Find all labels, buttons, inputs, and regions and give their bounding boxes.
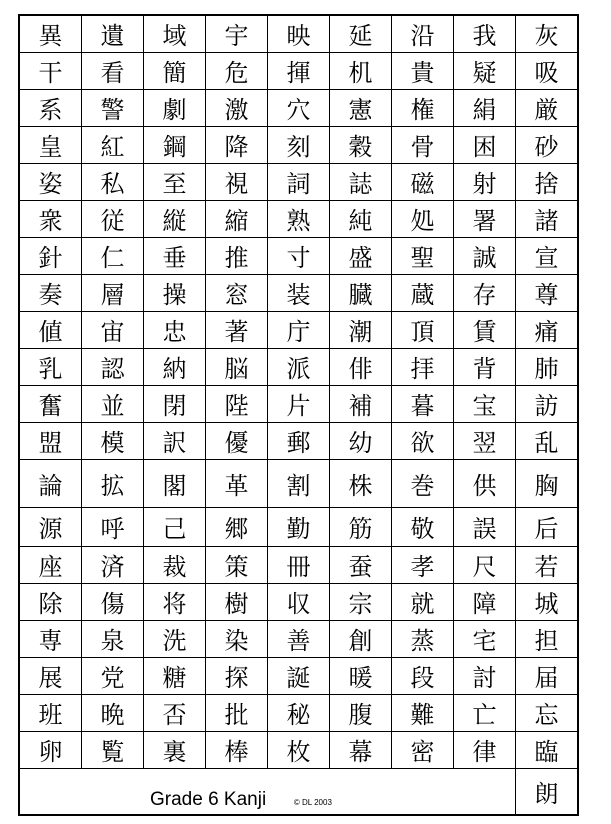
kanji-row (19, 422, 578, 459)
kanji-cell: 簡 (144, 52, 206, 89)
kanji-cell: 鋼 (144, 126, 206, 163)
kanji-cell: 臓 (330, 274, 392, 311)
kanji-cell: 吸 (516, 52, 579, 89)
kanji-cell: 頂 (392, 311, 454, 348)
kanji-cell: 党 (82, 657, 144, 694)
kanji-cell: 翌 (454, 422, 516, 459)
kanji-row (19, 459, 578, 507)
kanji-cell: 冊 (268, 546, 330, 583)
kanji-cell: 推 (206, 237, 268, 274)
kanji-cell: 存 (454, 274, 516, 311)
kanji-cell: 紅 (82, 126, 144, 163)
kanji-cell: 沿 (392, 15, 454, 52)
kanji-cell: 捨 (516, 163, 579, 200)
kanji-cell: 己 (144, 507, 206, 546)
kanji-cell: 障 (454, 583, 516, 620)
kanji-cell: 収 (268, 583, 330, 620)
kanji-cell: 詞 (268, 163, 330, 200)
kanji-cell: 泉 (82, 620, 144, 657)
kanji-row (19, 694, 578, 731)
kanji-cell: 后 (516, 507, 579, 546)
kanji-cell: 樹 (206, 583, 268, 620)
kanji-cell: 縦 (144, 200, 206, 237)
kanji-cell: 降 (206, 126, 268, 163)
kanji-cell: 看 (82, 52, 144, 89)
kanji-cell: 宇 (206, 15, 268, 52)
footer-row (19, 768, 578, 815)
kanji-cell: 晩 (82, 694, 144, 731)
kanji-cell: 奏 (19, 274, 82, 311)
kanji-cell: 訳 (144, 422, 206, 459)
kanji-cell: 針 (19, 237, 82, 274)
kanji-cell: 寸 (268, 237, 330, 274)
kanji-cell: 値 (19, 311, 82, 348)
kanji-cell: 肺 (516, 348, 579, 385)
kanji-cell: 脳 (206, 348, 268, 385)
kanji-cell: 貴 (392, 52, 454, 89)
kanji-cell: 潮 (330, 311, 392, 348)
kanji-cell: 届 (516, 657, 579, 694)
kanji-cell: 勤 (268, 507, 330, 546)
kanji-cell: 穀 (330, 126, 392, 163)
kanji-cell: 革 (206, 459, 268, 507)
kanji-cell: 蚕 (330, 546, 392, 583)
kanji-cell: 批 (206, 694, 268, 731)
kanji-cell: 暖 (330, 657, 392, 694)
kanji-cell: 誕 (268, 657, 330, 694)
kanji-cell: 城 (516, 583, 579, 620)
kanji-cell: 穴 (268, 89, 330, 126)
kanji-row (19, 620, 578, 657)
kanji-cell: 染 (206, 620, 268, 657)
kanji-cell: 展 (19, 657, 82, 694)
kanji-cell: 映 (268, 15, 330, 52)
kanji-cell: 株 (330, 459, 392, 507)
copyright-note: © DL 2003 (293, 798, 332, 807)
kanji-cell: 棒 (206, 731, 268, 768)
kanji-cell: 就 (392, 583, 454, 620)
kanji-cell: 宣 (516, 237, 579, 274)
kanji-cell: 盟 (19, 422, 82, 459)
kanji-cell: 班 (19, 694, 82, 731)
kanji-cell: 警 (82, 89, 144, 126)
kanji-cell: 誠 (454, 237, 516, 274)
chart-title: Grade 6 Kanji (150, 789, 267, 810)
kanji-cell: 憲 (330, 89, 392, 126)
kanji-cell: 宅 (454, 620, 516, 657)
kanji-cell: 秘 (268, 694, 330, 731)
chart-caption (19, 768, 516, 815)
kanji-chart-body (19, 15, 578, 768)
kanji-cell: 郵 (268, 422, 330, 459)
kanji-cell: 蒸 (392, 620, 454, 657)
kanji-cell: 供 (454, 459, 516, 507)
kanji-cell: 認 (82, 348, 144, 385)
kanji-cell: 巻 (392, 459, 454, 507)
kanji-cell: 片 (268, 385, 330, 422)
kanji-cell: 垂 (144, 237, 206, 274)
kanji-cell: 除 (19, 583, 82, 620)
kanji-cell: 窓 (206, 274, 268, 311)
kanji-cell: 尊 (516, 274, 579, 311)
kanji-cell: 視 (206, 163, 268, 200)
kanji-cell: 密 (392, 731, 454, 768)
kanji-cell: 聖 (392, 237, 454, 274)
kanji-cell: 操 (144, 274, 206, 311)
kanji-cell: 優 (206, 422, 268, 459)
kanji-cell: 臨 (516, 731, 579, 768)
kanji-row (19, 311, 578, 348)
kanji-row (19, 385, 578, 422)
kanji-cell: 灰 (516, 15, 579, 52)
kanji-row (19, 731, 578, 768)
kanji-cell: 拝 (392, 348, 454, 385)
kanji-cell: 劇 (144, 89, 206, 126)
kanji-cell: 善 (268, 620, 330, 657)
kanji-row (19, 348, 578, 385)
kanji-cell: 補 (330, 385, 392, 422)
kanji-row (19, 274, 578, 311)
kanji-cell: 乳 (19, 348, 82, 385)
kanji-cell: 尺 (454, 546, 516, 583)
kanji-cell: 衆 (19, 200, 82, 237)
kanji-cell: 覧 (82, 731, 144, 768)
kanji-cell: 源 (19, 507, 82, 546)
kanji-cell: 磁 (392, 163, 454, 200)
kanji-cell: 卵 (19, 731, 82, 768)
kanji-cell: 痛 (516, 311, 579, 348)
kanji-cell: 討 (454, 657, 516, 694)
kanji-cell: 敬 (392, 507, 454, 546)
kanji-cell: 盛 (330, 237, 392, 274)
kanji-cell: 乱 (516, 422, 579, 459)
kanji-cell: 至 (144, 163, 206, 200)
kanji-cell: 処 (392, 200, 454, 237)
kanji-cell: 誌 (330, 163, 392, 200)
kanji-cell: 枚 (268, 731, 330, 768)
kanji-cell: 揮 (268, 52, 330, 89)
kanji-row (19, 583, 578, 620)
kanji-cell: 従 (82, 200, 144, 237)
kanji-cell: 胸 (516, 459, 579, 507)
kanji-cell: 刻 (268, 126, 330, 163)
kanji-cell: 装 (268, 274, 330, 311)
kanji-cell: 忘 (516, 694, 579, 731)
kanji-cell: 閣 (144, 459, 206, 507)
kanji-cell: 遺 (82, 15, 144, 52)
kanji-cell: 厳 (516, 89, 579, 126)
kanji-cell: 蔵 (392, 274, 454, 311)
kanji-cell: 陛 (206, 385, 268, 422)
kanji-row (19, 15, 578, 52)
kanji-cell: 異 (19, 15, 82, 52)
kanji-cell: 層 (82, 274, 144, 311)
kanji-cell: 奮 (19, 385, 82, 422)
kanji-cell: 域 (144, 15, 206, 52)
kanji-row (19, 89, 578, 126)
kanji-cell: 姿 (19, 163, 82, 200)
kanji-cell: 暮 (392, 385, 454, 422)
kanji-cell: 権 (392, 89, 454, 126)
kanji-cell: 欲 (392, 422, 454, 459)
kanji-cell: 難 (392, 694, 454, 731)
kanji-cell: 宝 (454, 385, 516, 422)
kanji-cell: 宙 (82, 311, 144, 348)
kanji-cell: 庁 (268, 311, 330, 348)
kanji-cell: 閉 (144, 385, 206, 422)
kanji-cell: 論 (19, 459, 82, 507)
kanji-cell: 著 (206, 311, 268, 348)
kanji-cell: 派 (268, 348, 330, 385)
kanji-cell: 縮 (206, 200, 268, 237)
kanji-cell: 裁 (144, 546, 206, 583)
kanji-cell: 腹 (330, 694, 392, 731)
kanji-cell: 律 (454, 731, 516, 768)
kanji-cell: 否 (144, 694, 206, 731)
kanji-cell: 亡 (454, 694, 516, 731)
kanji-chart (18, 14, 579, 816)
kanji-cell: 我 (454, 15, 516, 52)
kanji-cell: 誤 (454, 507, 516, 546)
kanji-cell: 私 (82, 163, 144, 200)
kanji-cell: 延 (330, 15, 392, 52)
kanji-cell: 署 (454, 200, 516, 237)
kanji-row (19, 52, 578, 89)
kanji-cell: 朗 (516, 768, 579, 815)
kanji-cell: 担 (516, 620, 579, 657)
kanji-row (19, 657, 578, 694)
kanji-row (19, 163, 578, 200)
kanji-row (19, 546, 578, 583)
kanji-cell: 糖 (144, 657, 206, 694)
kanji-cell: 俳 (330, 348, 392, 385)
kanji-cell: 呼 (82, 507, 144, 546)
kanji-cell: 疑 (454, 52, 516, 89)
kanji-cell: 干 (19, 52, 82, 89)
kanji-cell: 割 (268, 459, 330, 507)
kanji-cell: 机 (330, 52, 392, 89)
kanji-cell: 諸 (516, 200, 579, 237)
kanji-cell: 骨 (392, 126, 454, 163)
kanji-cell: 幕 (330, 731, 392, 768)
kanji-cell: 孝 (392, 546, 454, 583)
kanji-cell: 策 (206, 546, 268, 583)
kanji-cell: 賃 (454, 311, 516, 348)
kanji-cell: 座 (19, 546, 82, 583)
kanji-row (19, 237, 578, 274)
kanji-cell: 探 (206, 657, 268, 694)
kanji-cell: 背 (454, 348, 516, 385)
kanji-cell: 砂 (516, 126, 579, 163)
kanji-cell: 郷 (206, 507, 268, 546)
kanji-cell: 済 (82, 546, 144, 583)
kanji-cell: 若 (516, 546, 579, 583)
kanji-row (19, 507, 578, 546)
kanji-cell: 段 (392, 657, 454, 694)
kanji-row (19, 200, 578, 237)
kanji-cell: 拡 (82, 459, 144, 507)
kanji-cell: 将 (144, 583, 206, 620)
kanji-cell: 熟 (268, 200, 330, 237)
kanji-cell: 並 (82, 385, 144, 422)
kanji-cell: 困 (454, 126, 516, 163)
kanji-cell: 忠 (144, 311, 206, 348)
kanji-cell: 系 (19, 89, 82, 126)
kanji-cell: 傷 (82, 583, 144, 620)
kanji-cell: 筋 (330, 507, 392, 546)
kanji-cell: 絹 (454, 89, 516, 126)
kanji-cell: 危 (206, 52, 268, 89)
kanji-cell: 創 (330, 620, 392, 657)
kanji-cell: 激 (206, 89, 268, 126)
kanji-row (19, 126, 578, 163)
kanji-cell: 裏 (144, 731, 206, 768)
kanji-cell: 洗 (144, 620, 206, 657)
kanji-cell: 訪 (516, 385, 579, 422)
kanji-cell: 宗 (330, 583, 392, 620)
kanji-cell: 幼 (330, 422, 392, 459)
kanji-cell: 模 (82, 422, 144, 459)
kanji-cell: 純 (330, 200, 392, 237)
kanji-cell: 皇 (19, 126, 82, 163)
kanji-cell: 専 (19, 620, 82, 657)
kanji-cell: 射 (454, 163, 516, 200)
kanji-cell: 仁 (82, 237, 144, 274)
kanji-cell: 納 (144, 348, 206, 385)
